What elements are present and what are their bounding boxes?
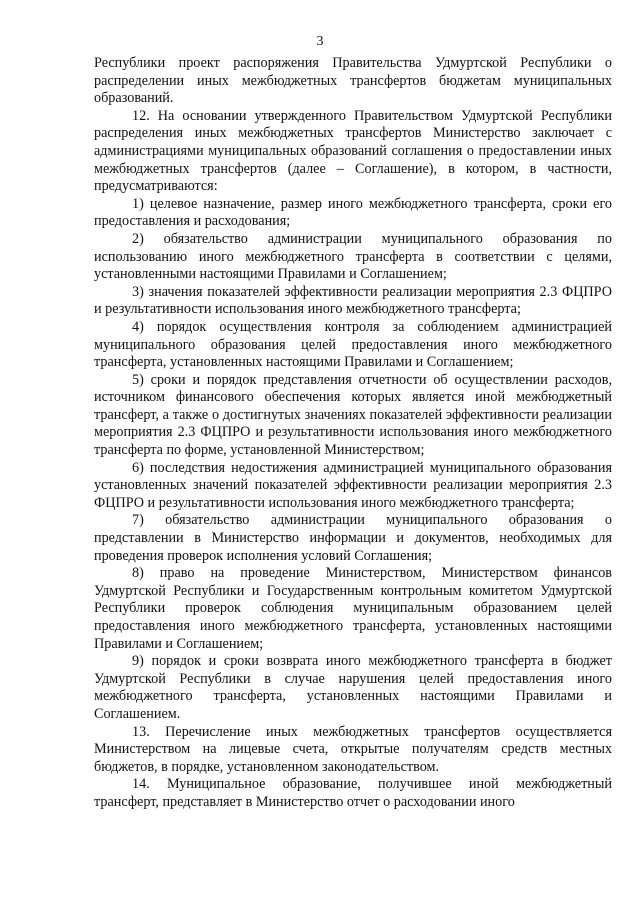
list-item-6: 6) последствия недостижения администрацией муниципального образования установленных значений показателей эффективности реализации мероприятия 2.3 ФЦПРО и результативности использования иного межбюджетного трансферта; xyxy=(94,459,612,511)
list-item-3: 3) значения показателей эффективности реализации мероприятия 2.3 ФЦПРО и результативности использования иного межбюджетного трансферта; xyxy=(94,283,612,318)
list-item-7: 7) обязательство администрации муниципального образования о представлении в Министерство информации и документов, необходимых для проведения проверок исполнения условий Соглашения; xyxy=(94,512,612,564)
list-item-1: 1) целевое назначение, размер иного межбюджетного трансферта, сроки его предоставления и расходования; xyxy=(94,195,612,230)
paragraph-item-12: 12. На основании утвержденного Правительством Удмуртской Республики распределения иных межбюджетных трансфертов Министерство заключает с администрациями муниципальных образований соглашения о предоставлении иных межбюджетных трансфертов (далее – Соглашение), в котором, в частности, предусматриваются: xyxy=(94,107,612,195)
list-item-4: 4) порядок осуществления контроля за соблюдением администрацией муниципального образования целей предоставления иного межбюджетного трансферта, установленных настоящими Правилами и Соглашением; xyxy=(94,318,612,371)
document-body xyxy=(94,55,612,812)
list-item-9: 9) порядок и сроки возврата иного межбюджетного трансферта в бюджет Удмуртской Республики в случае нарушения целей предоставления иного межбюджетного трансферта, установленных настоящими Правилами и Соглашением. xyxy=(94,653,612,722)
list-item-5: 5) сроки и порядок представления отчетности об осуществлении расходов, источником финансового обеспечения которых является иной межбюджетный трансферт, а также о достигнутых значениях показателей эффективности реализации мероприятия 2.3 ФЦПРО и результативности использования иного межбюджетного трансферта по форме, установленной Министерством; xyxy=(94,371,612,459)
paragraph-item-13: 13. Перечисление иных межбюджетных трансфертов осуществляется Министерством на лицевые счета, открытые получателям средств местных бюджетов, в порядке, установленном законодательством. xyxy=(94,723,612,775)
page-number: 3 xyxy=(316,34,324,49)
paragraph-item-14: 14. Муниципальное образование, получившее иной межбюджетный трансферт, представляет в Министерство отчет о расходовании иного xyxy=(94,776,612,810)
paragraph-continuation: Республики проект распоряжения Правительства Удмуртской Республики о распределении иных межбюджетных трансфертов бюджетам муниципальных образований. xyxy=(94,55,612,107)
list-item-2: 2) обязательство администрации муниципального образования по использованию иного межбюджетного трансферта в соответствии с целями, установленными настоящими Правилами и Соглашением; xyxy=(94,230,612,283)
list-item-8: 8) право на проведение Министерством, Министерством финансов Удмуртской Республики и Государственным контрольным комитетом Удмуртской Республики проверок соблюдения муниципальным образованием целей предоставления иного межбюджетного трансферта, установленных настоящими Правилами и Соглашением; xyxy=(94,565,612,652)
